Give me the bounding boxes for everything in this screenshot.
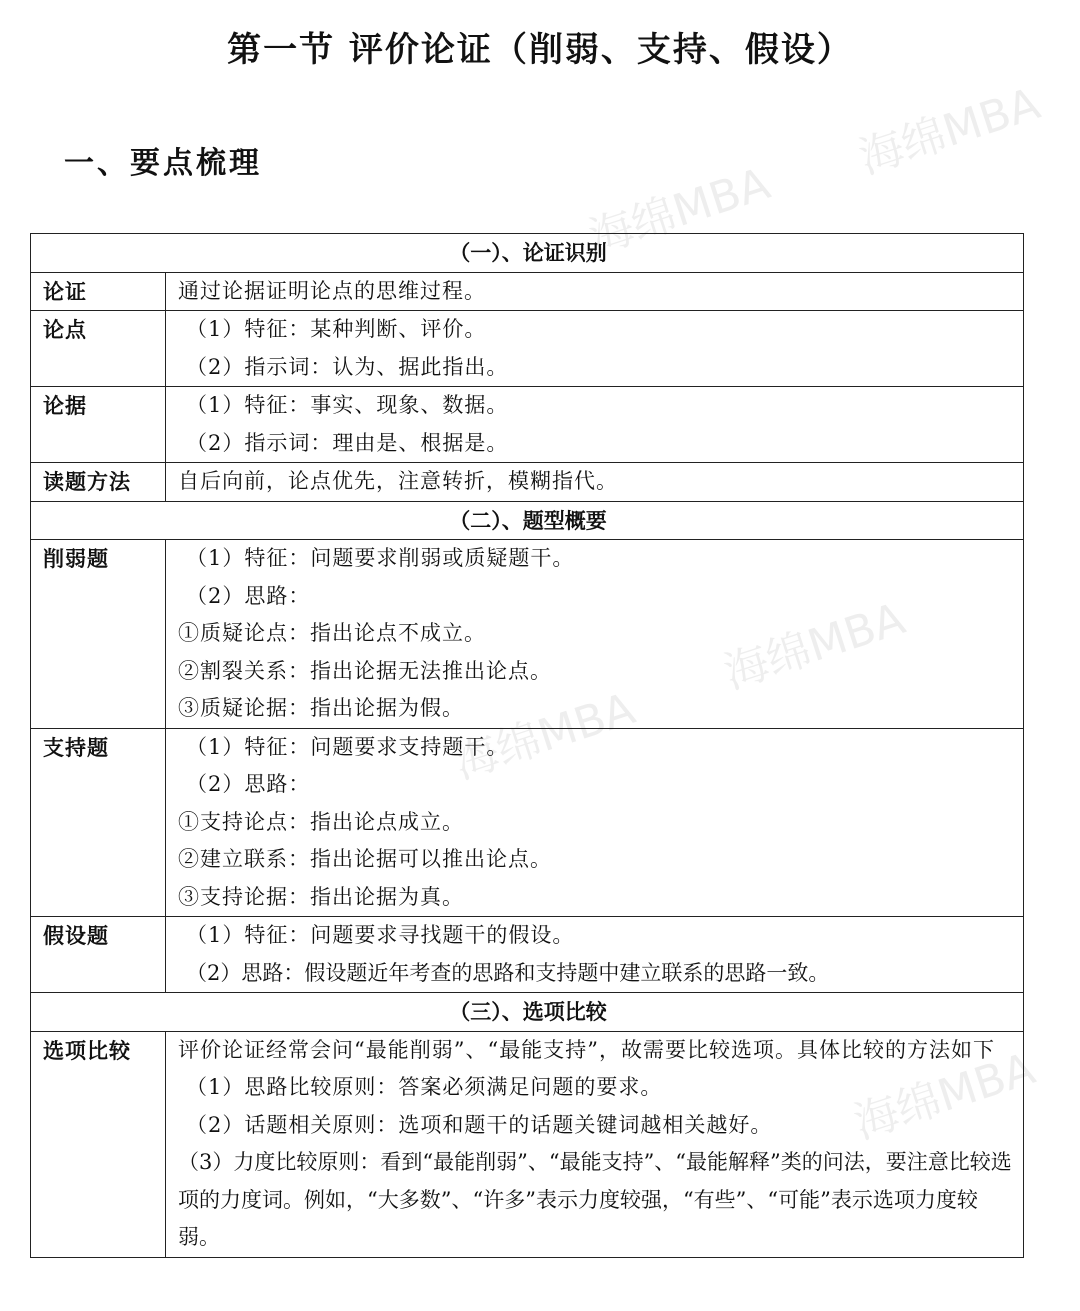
watermark: 海绵MBA [718,593,911,700]
content-line: ①质疑论点：指出论点不成立。 [178,621,486,645]
content-line: （1）特征：某种判断、评价。 [186,317,487,341]
section-header: （三）、选项比较 [31,993,1024,1032]
row-content [166,272,1024,311]
row-content [166,728,1024,917]
section-header-row [31,234,1024,273]
content-line: ③质疑论据：指出论据为假。 [178,696,464,720]
content-line: ③支持论据：指出论据为真。 [178,884,464,909]
section-header-row [31,993,1024,1032]
table-row [31,917,1024,993]
section-heading: 一、要点梳理 [64,146,262,181]
row-label: 选项比较 [31,1031,166,1257]
row-label: 论点 [31,311,166,387]
content-line: （2）话题相关原则：选项和题干的话题关键词越相关越好。 [186,1112,773,1137]
content-line: ①支持论点：指出论点成立。 [178,809,464,834]
table-row [31,463,1024,502]
row-label: 读题方法 [31,463,166,502]
section-header: （二）、题型概要 [31,501,1024,540]
content-paragraph: 评价论证经常会问“最能削弱”、“最能支持”，故需要比较选项。具体比较的方法如下 [178,1037,995,1062]
table-row [31,1031,1024,1257]
content-line: （2）思路： [186,772,311,796]
content-paragraph: （3）力度比较原则：看到“最能削弱”、“最能支持”、“最能解释”类的问法，要注意比较选项的力度词。例如，“大多数”、“许多”表示力度较强，“有些”、“可能”表示选项力度较弱。 [178,1150,1012,1249]
table-row [31,272,1024,311]
content-line: 自后向前，论点优先，注意转折，模糊指代。 [178,469,618,493]
section-header: （一）、论证识别 [31,234,1024,273]
summary-table [30,233,1024,1258]
content-line: （2）指示词：认为、据此指出。 [186,354,509,379]
page-title: 第一节 评价论证（削弱、支持、假设） [227,30,853,70]
row-content [166,387,1024,463]
table-row [31,728,1024,917]
row-content [166,463,1024,502]
content-line: ②割裂关系：指出论据无法推出论点。 [178,658,552,683]
row-label: 支持题 [31,728,166,917]
row-content [166,540,1024,729]
row-content [166,311,1024,387]
content-line: （1）特征：事实、现象、数据。 [186,393,509,417]
row-content [166,1031,1024,1257]
watermark: 海绵MBA [853,78,1046,185]
watermark: 海绵MBA [448,683,641,790]
content-line: （2）思路：假设题近年考查的思路和支持题中建立联系的思路一致。 [186,960,830,985]
row-label: 论据 [31,387,166,463]
table-row [31,311,1024,387]
content-line: （1）特征：问题要求支持题干。 [186,734,509,759]
row-label: 削弱题 [31,540,166,729]
table-row [31,387,1024,463]
row-label: 假设题 [31,917,166,993]
content-line: ②建立联系：指出论据可以推出论点。 [178,847,552,871]
watermark: 海绵MBA [583,158,776,265]
content-line: （1）特征：问题要求削弱或质疑题干。 [186,546,575,570]
content-line: （1）思路比较原则：答案必须满足问题的要求。 [186,1075,663,1099]
watermark: 海绵MBA [848,1043,1041,1150]
table-row [31,540,1024,729]
content-line: （2）思路： [186,583,311,608]
row-content [166,917,1024,993]
content-line: （1）特征：问题要求寻找题干的假设。 [186,923,575,947]
section-header-row [31,501,1024,540]
content-line: （2）指示词：理由是、根据是。 [186,430,509,455]
row-label: 论证 [31,272,166,311]
content-line: 通过论据证明论点的思维过程。 [178,278,486,303]
